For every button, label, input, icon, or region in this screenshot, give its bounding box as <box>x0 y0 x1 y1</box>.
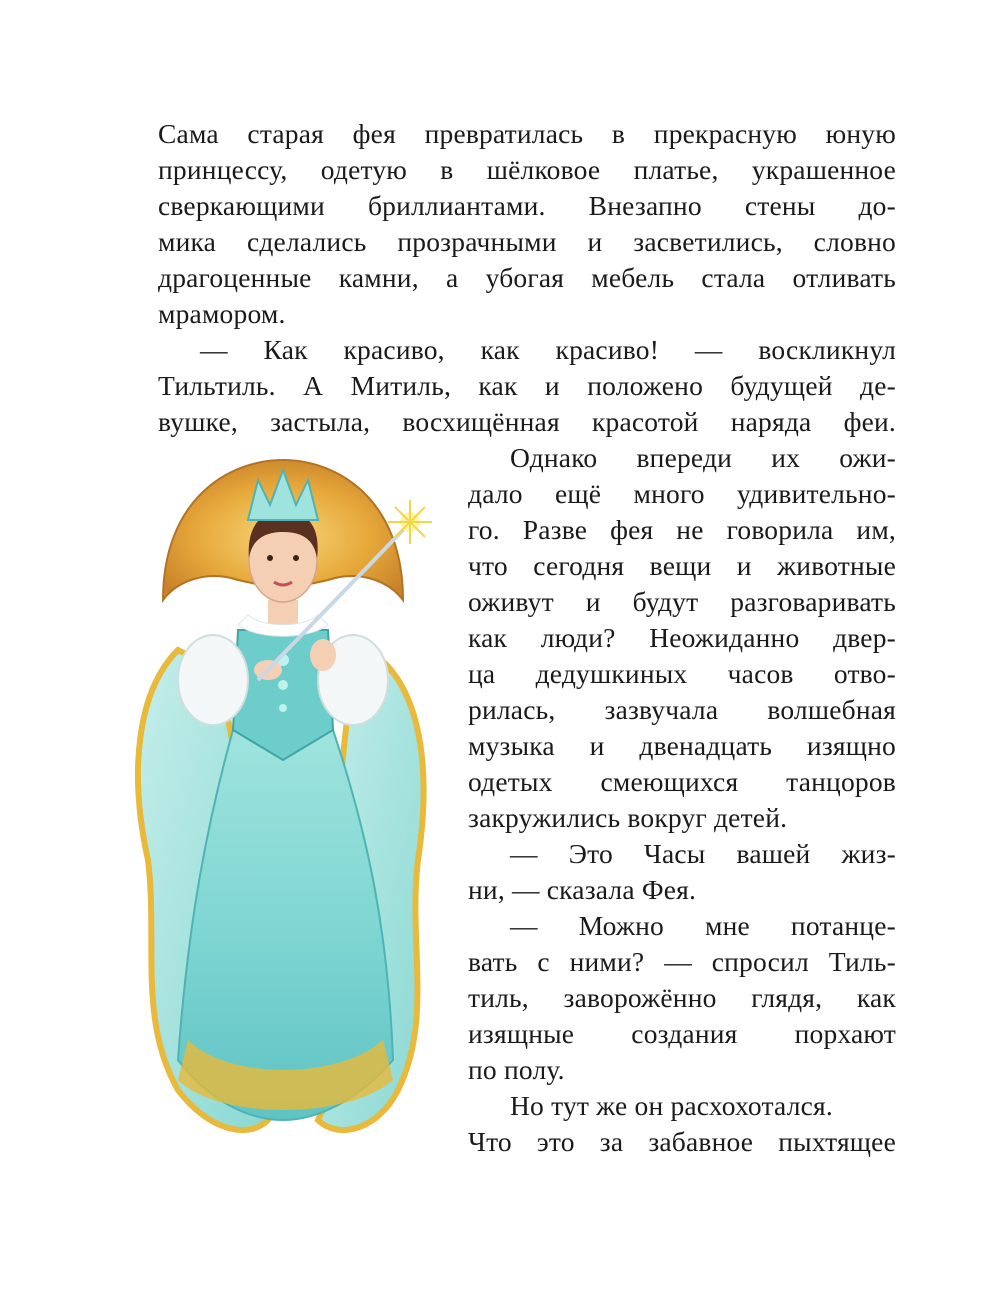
text-line: вать с ними? — спросил Тиль- <box>468 946 896 977</box>
text-line: изящные создания порхают <box>468 1018 896 1049</box>
text-line: Тильтиль. А Митиль, как и положено будущей де- <box>158 370 896 401</box>
text-line: мика сделались прозрачными и засветились, словно <box>158 226 896 257</box>
text-line: одетых смеющихся танцоров <box>468 766 896 797</box>
text-line: вушке, застыла, восхищённая красотой наряда феи. <box>158 406 896 437</box>
text-line: Но тут же он расхохотался. <box>510 1090 833 1121</box>
text-line: ни, — сказала Фея. <box>468 874 697 905</box>
text-line: рилась, зазвучала волшебная <box>468 694 896 725</box>
text-line: — Как красиво, как красиво! — воскликнул <box>200 334 896 365</box>
text-line: ца дедушкиных часов отво- <box>468 658 896 689</box>
text-line: тиль, заворожённо глядя, как <box>468 982 896 1013</box>
text-line: — Это Часы вашей жиз- <box>510 838 896 869</box>
text-line: мрамором. <box>158 298 286 329</box>
text-line: — Можно мне потанце- <box>510 910 896 941</box>
text-line: драгоценные камни, а убогая мебель стала отливать <box>158 262 896 293</box>
text-line: оживут и будут разговаривать <box>468 586 896 617</box>
text-line: принцессу, одетую в шёлковое платье, украшенное <box>158 154 896 185</box>
fairy-princess-drawing <box>118 440 448 1160</box>
text-line: Что это за забавное пыхтящее <box>468 1126 896 1157</box>
text-line: что сегодня вещи и животные <box>468 550 896 581</box>
text-line: Однако впереди их ожи- <box>510 442 896 473</box>
text-line: Сама старая фея превратилась в прекрасную юную <box>158 118 896 149</box>
text-line: закружились вокруг детей. <box>468 802 788 833</box>
fairy-princess-illustration <box>118 440 448 1160</box>
text-line: музыка и двенадцать изящно <box>468 730 896 761</box>
text-line: сверкающими бриллиантами. Внезапно стены до- <box>158 190 896 221</box>
sleeve-left <box>178 635 248 725</box>
text-line: по полу. <box>468 1054 565 1085</box>
text-line: как люди? Неожиданно двер- <box>468 622 896 653</box>
text-line: го. Разве фея не говорила им, <box>468 514 896 545</box>
text-line: дало ещё много удивительно- <box>468 478 896 509</box>
